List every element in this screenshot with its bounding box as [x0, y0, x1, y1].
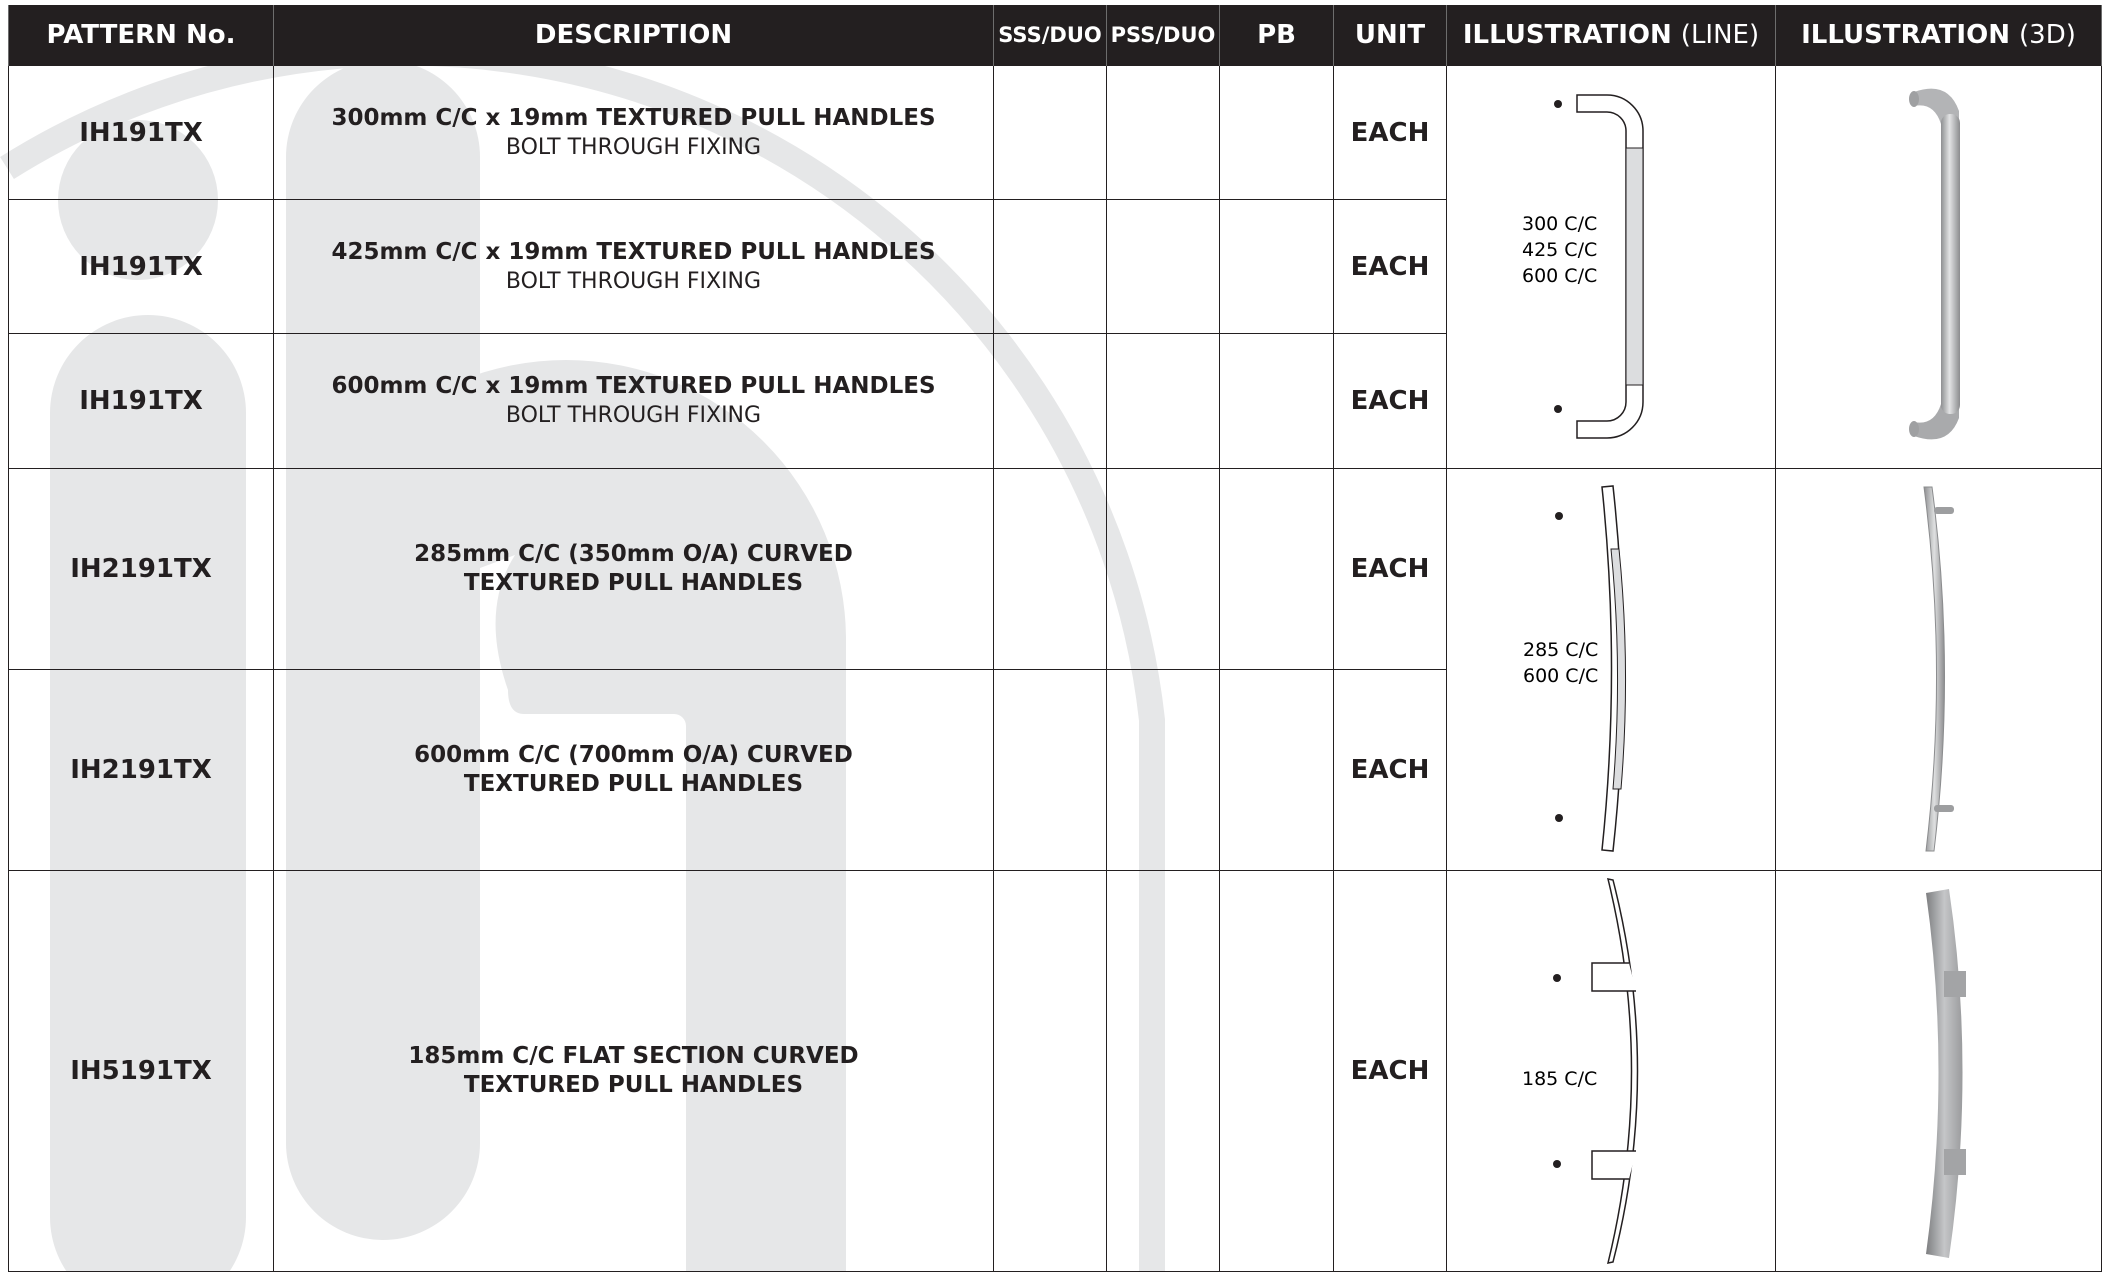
- 3d-illustration-cell: [1776, 469, 2102, 871]
- curved-handle-3d-render: [1776, 469, 2102, 871]
- description-title: 425mm C/C x 19mm TEXTURED PULL HANDLES: [331, 238, 936, 265]
- sss-duo-cell: [994, 469, 1107, 670]
- description-header: DESCRIPTION: [274, 5, 994, 66]
- dimension-label: 300 C/C: [1522, 213, 1598, 235]
- fixing-leg: [1592, 963, 1636, 991]
- product-table: [8, 5, 2102, 1272]
- fixing-dot: [1554, 405, 1562, 413]
- pb-cell: [1220, 66, 1334, 200]
- pattern-code: IH191TX: [9, 66, 274, 200]
- handle-leg: [1934, 507, 1954, 514]
- dimension-label: 600 C/C: [1522, 265, 1598, 287]
- pb-header: PB: [1220, 5, 1334, 66]
- straight-handle-3d-render: [1776, 66, 2102, 468]
- illustration-line-header: [1447, 5, 1776, 66]
- handle-bar: [1926, 889, 1963, 1258]
- description-cell: [274, 871, 994, 1272]
- illustration-3d-header: [1776, 5, 2102, 66]
- description-title: 300mm C/C x 19mm TEXTURED PULL HANDLES: [331, 104, 936, 131]
- 3d-illustration-cell: [1776, 66, 2102, 469]
- unit-cell: EACH: [1334, 871, 1447, 1272]
- pb-cell: [1220, 871, 1334, 1272]
- unit-cell: EACH: [1334, 200, 1447, 334]
- dimension-label: 185 C/C: [1522, 1068, 1598, 1090]
- 3d-illustration-cell: [1776, 871, 2102, 1272]
- straight-handle-line-drawing: [1447, 66, 1776, 468]
- table-row: [9, 469, 2102, 670]
- textured-grip: [1626, 148, 1643, 385]
- handle-end: [1909, 421, 1919, 437]
- unit-header: UNIT: [1334, 5, 1447, 66]
- unit-cell: EACH: [1334, 66, 1447, 200]
- handle-end: [1909, 91, 1919, 107]
- dimension-label: 285 C/C: [1523, 639, 1599, 661]
- description-cell: [274, 200, 994, 334]
- sss-duo-cell: [994, 200, 1107, 334]
- fixing-dot: [1555, 814, 1563, 822]
- fixing-dot: [1555, 512, 1563, 520]
- pss-duo-cell: [1107, 66, 1220, 200]
- pb-cell: [1220, 334, 1334, 469]
- line-illustration-cell: [1447, 66, 1776, 469]
- unit-cell: EACH: [1334, 469, 1447, 670]
- table-row: [9, 871, 2102, 1272]
- pb-cell: [1220, 200, 1334, 334]
- illustration-3d-title: ILLUSTRATION: [1801, 20, 2010, 50]
- description-cell: [274, 469, 994, 670]
- description-cell: [274, 670, 994, 871]
- pss-duo-cell: [1107, 200, 1220, 334]
- description-subtitle: BOLT THROUGH FIXING: [505, 403, 762, 428]
- line-illustration-cell: [1447, 469, 1776, 871]
- handle-leg: [1944, 1149, 1966, 1175]
- sss-duo-cell: [994, 871, 1107, 1272]
- sss-duo-header: SSS/DUO: [994, 5, 1107, 66]
- pattern-code: IH191TX: [9, 334, 274, 469]
- fixing-dot: [1553, 974, 1561, 982]
- handle-leg: [1944, 971, 1966, 997]
- pss-duo-cell: [1107, 469, 1220, 670]
- pattern-code: IH191TX: [9, 200, 274, 334]
- unit-cell: EACH: [1334, 334, 1447, 469]
- pss-duo-cell: [1107, 670, 1220, 871]
- line-illustration-cell: [1447, 871, 1776, 1272]
- fixing-dot: [1553, 1160, 1561, 1168]
- dimension-label: 600 C/C: [1523, 665, 1599, 687]
- illustration-3d-qualifier: (3D): [2019, 20, 2076, 50]
- pss-duo-cell: [1107, 334, 1220, 469]
- description-title: 285mm C/C (350mm O/A) CURVED TEXTURED PULL HANDLES: [414, 541, 853, 596]
- sss-duo-cell: [994, 334, 1107, 469]
- description-cell: [274, 66, 994, 200]
- pattern-code: IH5191TX: [9, 871, 274, 1272]
- fixing-leg: [1592, 1151, 1636, 1179]
- pss-duo-cell: [1107, 871, 1220, 1272]
- description-subtitle: BOLT THROUGH FIXING: [505, 134, 762, 160]
- product-sheet: [8, 5, 2101, 1271]
- pb-cell: [1220, 469, 1334, 670]
- flat-curved-handle-line-drawing: [1447, 871, 1776, 1271]
- pb-cell: [1220, 670, 1334, 871]
- header-row: [9, 5, 2102, 66]
- sss-duo-cell: [994, 66, 1107, 200]
- description-subtitle: BOLT THROUGH FIXING: [505, 268, 762, 294]
- flat-curved-handle-3d-render: [1776, 871, 2102, 1271]
- handle-outline: [1608, 879, 1638, 1263]
- sss-duo-cell: [994, 670, 1107, 871]
- pss-duo-header: PSS/DUO: [1107, 5, 1220, 66]
- description-cell: [274, 334, 994, 469]
- illustration-line-qualifier: (LINE): [1680, 20, 1760, 50]
- fixing-dot: [1554, 100, 1562, 108]
- handle-bar: [1941, 114, 1960, 414]
- unit-cell: EACH: [1334, 670, 1447, 871]
- pattern-code: IH2191TX: [9, 670, 274, 871]
- handle-bar: [1924, 487, 1945, 851]
- table-row: [9, 66, 2102, 200]
- handle-leg: [1934, 805, 1954, 812]
- description-title: 600mm C/C (700mm O/A) CURVED TEXTURED PULL HANDLES: [414, 742, 853, 797]
- dimension-label: 425 C/C: [1522, 239, 1598, 261]
- illustration-line-title: ILLUSTRATION: [1462, 20, 1672, 50]
- description-title: 600mm C/C x 19mm TEXTURED PULL HANDLES: [331, 373, 936, 399]
- curved-handle-line-drawing: [1447, 469, 1776, 871]
- description-title: 185mm C/C FLAT SECTION CURVED TEXTURED PULL HANDLES: [408, 1043, 859, 1098]
- pattern-code: IH2191TX: [9, 469, 274, 670]
- pattern-no-header: PATTERN No.: [9, 5, 274, 66]
